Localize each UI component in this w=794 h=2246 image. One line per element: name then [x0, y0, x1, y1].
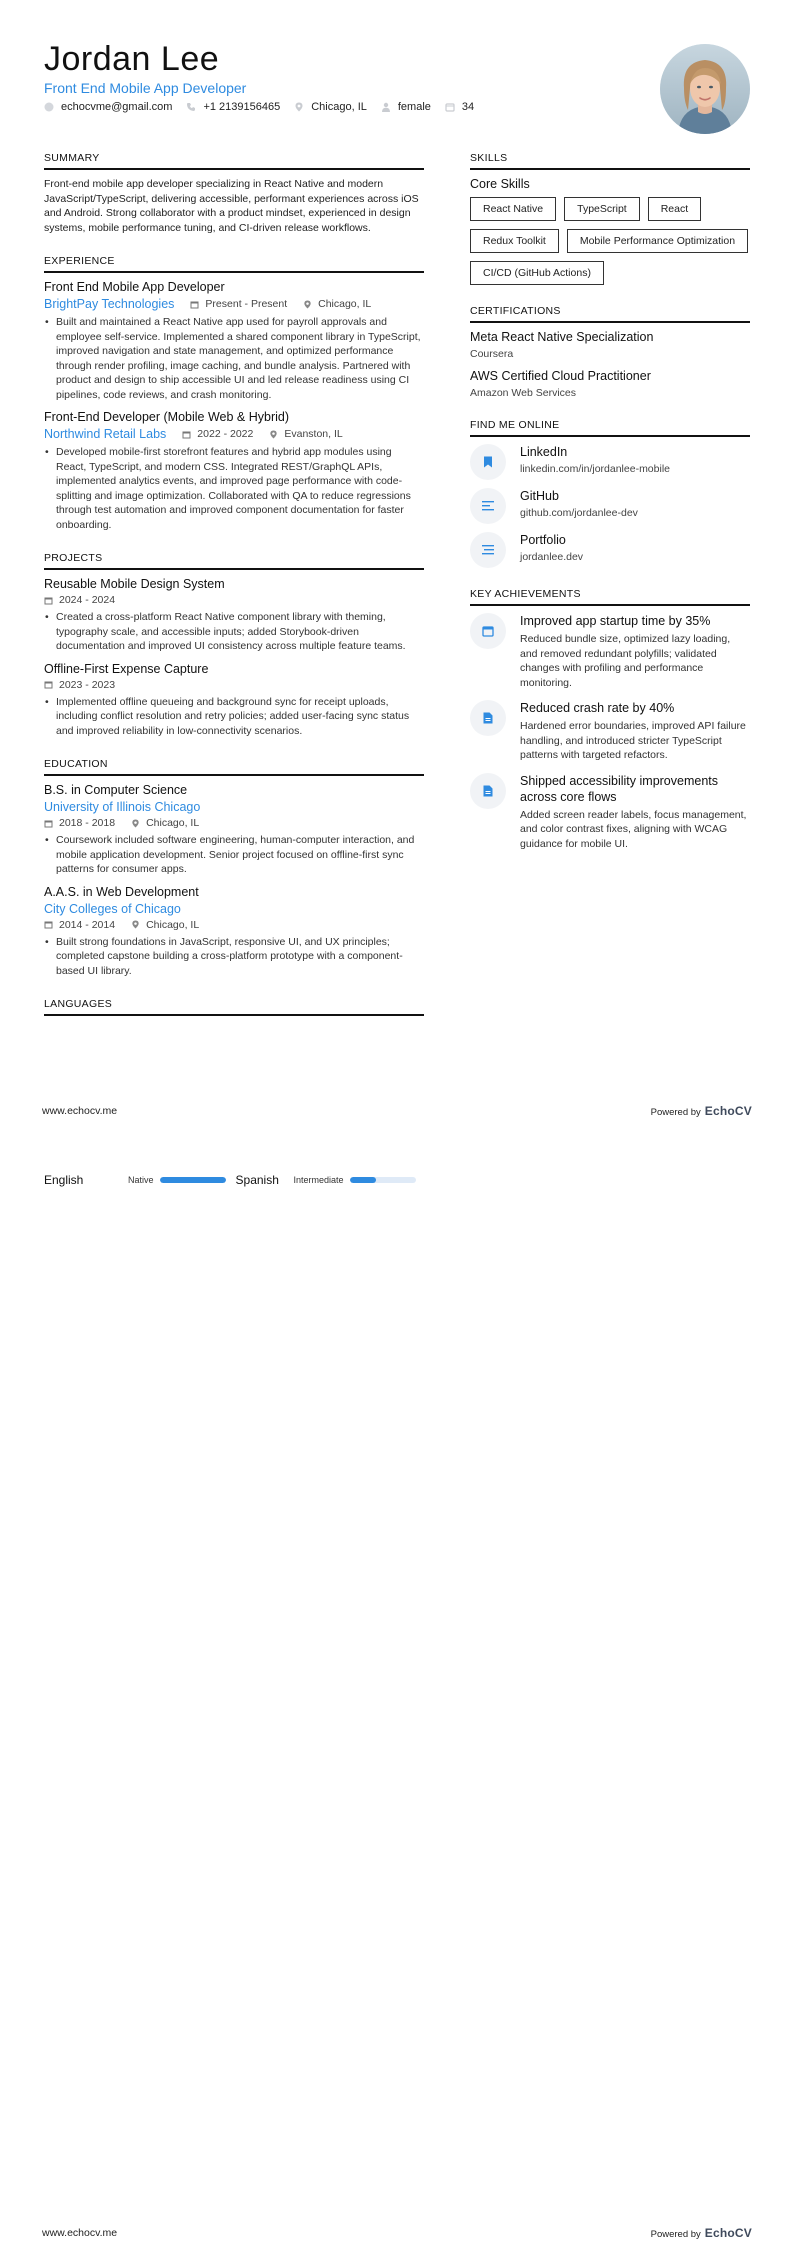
experience-meta	[44, 297, 424, 311]
project-dates	[44, 679, 115, 691]
summary-section	[44, 152, 424, 235]
right-column	[470, 152, 750, 871]
projects-heading: PROJECTS	[44, 552, 424, 570]
certification-name: AWS Certified Cloud Practitioner	[470, 369, 651, 383]
lines-icon	[470, 532, 506, 568]
location-icon	[294, 102, 304, 112]
phone-icon	[186, 102, 196, 112]
certification-issuer: Amazon Web Services	[470, 387, 577, 399]
education-dates	[44, 919, 115, 931]
skill-tags	[470, 197, 750, 285]
education-meta	[44, 817, 424, 829]
avatar	[660, 44, 750, 134]
certifications-heading: CERTIFICATIONS	[470, 305, 750, 323]
summary-text: Front-end mobile app developer specializing in React Native and modern JavaScript/TypeScript, delivering accessible, performant experiences across iOS and Android. Strong collaborator with a product mindset, experienced in design systems, mobile performance tuning, and CI-driven release workflows.	[44, 178, 419, 234]
education-bullet-text: Built strong foundations in JavaScript, responsive UI, and UX principles; completed capstone building a cross-platform prototype with a component-based UI library.	[56, 935, 403, 977]
online-section	[470, 419, 750, 568]
education-location-value: Chicago, IL	[146, 918, 200, 931]
education-location-value: Chicago, IL	[146, 817, 200, 829]
certifications-section	[470, 305, 750, 399]
contact-location	[294, 101, 367, 113]
experience-section	[44, 255, 424, 532]
skill-tag: Redux Toolkit	[470, 229, 559, 253]
footer-url[interactable]: www.echocv.me	[42, 1105, 118, 1117]
education-location	[131, 919, 199, 931]
left-column	[44, 152, 424, 1036]
calendar-icon	[470, 613, 506, 649]
experience-dates	[182, 428, 253, 440]
contact-phone-value: +1 2139156465	[203, 101, 281, 113]
skill-tag: React Native	[470, 197, 556, 221]
project-entry	[44, 662, 424, 739]
education-entry	[44, 783, 424, 877]
experience-bullet-text: Developed mobile-first storefront features and hybrid app modules using React, TypeScript, and modern CSS. Integrated REST/GraphQL APIs, implemented analytics events, and improved page performance with code-splitting and image optimization. Collaborated with QA to reduce regressions through test automation and improved component documentation for faster onboarding.	[56, 446, 411, 531]
project-title: Offline-First Expense Capture	[44, 661, 209, 676]
language-proficiency-fill	[160, 1177, 226, 1183]
online-url[interactable]: linkedin.com/in/jordanlee-mobile	[520, 463, 670, 475]
languages-heading: LANGUAGES	[44, 998, 424, 1016]
calendar-icon	[182, 430, 191, 439]
calendar-icon	[44, 819, 53, 828]
contact-age	[445, 101, 474, 113]
online-link-portfolio[interactable]	[470, 532, 750, 568]
contact-gender-value: female	[397, 101, 431, 113]
person-icon	[381, 102, 391, 112]
contact-bar	[44, 101, 488, 113]
experience-dates-value: Present - Present	[205, 298, 288, 310]
experience-dates	[190, 298, 287, 310]
online-link-linkedin[interactable]	[470, 444, 750, 480]
project-dates	[44, 594, 115, 606]
experience-title: Front-End Developer (Mobile Web & Hybrid)	[44, 410, 290, 424]
contact-phone[interactable]	[186, 101, 280, 113]
experience-dates-value: 2022 - 2022	[197, 428, 254, 440]
candidate-name: Jordan Lee	[44, 40, 220, 78]
location-icon	[303, 300, 312, 309]
project-title: Reusable Mobile Design System	[44, 577, 225, 591]
language-name: English	[44, 1173, 84, 1187]
experience-location	[269, 428, 342, 440]
education-section	[44, 758, 424, 978]
contact-age-value: 34	[461, 101, 475, 113]
powered-by-label: Powered by	[650, 1107, 701, 1118]
achievement-title: Reduced crash rate by 40%	[520, 701, 675, 715]
experience-entry	[44, 280, 424, 402]
online-url[interactable]: github.com/jordanlee-dev	[520, 507, 638, 519]
project-bullet: • Created a cross-platform React Native component library with theming, typography scale, and accessible inputs; added Storybook-driven documentation and improved UI consistency across multiple feature teams.	[44, 610, 424, 654]
contact-location-value: Chicago, IL	[311, 101, 367, 113]
experience-entry	[44, 410, 424, 532]
language-proficiency-bar	[160, 1177, 226, 1183]
online-label: Portfolio	[520, 533, 566, 547]
education-degree: A.A.S. in Web Development	[44, 884, 199, 899]
certification-issuer: Coursera	[470, 348, 514, 360]
calendar-icon	[44, 596, 53, 605]
online-label: LinkedIn	[520, 445, 568, 459]
language-name: Spanish	[235, 1173, 279, 1187]
email-icon	[44, 102, 54, 112]
skill-group-title: Core Skills	[470, 177, 530, 191]
footer-powered	[651, 1104, 752, 1118]
education-bullet-text: Coursework included software engineering, human-computer interaction, and mobile application development. Senior project focused on offline-first sync patterns for consumer apps.	[56, 834, 415, 875]
footer-powered	[651, 2226, 752, 2240]
education-heading: EDUCATION	[44, 758, 424, 776]
language-item	[44, 1173, 226, 1187]
summary-heading: SUMMARY	[44, 152, 424, 170]
project-meta	[44, 679, 424, 691]
language-level: Intermediate	[293, 1175, 344, 1185]
page-footer	[42, 1104, 752, 1118]
lines-icon	[470, 488, 506, 524]
education-degree: B.S. in Computer Science	[44, 783, 188, 797]
achievement-description: Hardened error boundaries, improved API failure handling, and introduced stricter TypeScript patterns with targeted refactors.	[520, 720, 746, 761]
calendar-icon	[190, 300, 199, 309]
experience-meta	[44, 427, 424, 441]
page-footer	[42, 2226, 752, 2240]
brand-logo[interactable]: EchoCV	[704, 1104, 752, 1118]
online-url[interactable]: jordanlee.dev	[520, 551, 584, 563]
project-dates-value: 2023 - 2023	[59, 678, 116, 691]
contact-email-value: echocvme@gmail.com	[61, 101, 173, 113]
language-proficiency-fill	[350, 1177, 376, 1183]
project-dates-value: 2024 - 2024	[59, 594, 116, 606]
education-dates-value: 2014 - 2014	[59, 918, 116, 931]
powered-by-label: Powered by	[650, 2229, 701, 2240]
experience-title: Front End Mobile App Developer	[44, 280, 225, 294]
skill-tag: React	[648, 197, 701, 221]
project-bullet-text: Created a cross-platform React Native component library with theming, typography scale, and accessible inputs; added Storybook-driven documentation and improved UI consistency across multiple feature teams.	[56, 611, 406, 652]
skill-tag: CI/CD (GitHub Actions)	[470, 261, 604, 285]
job-title: Front End Mobile App Developer	[44, 80, 247, 96]
language-level: Native	[128, 1175, 154, 1185]
contact-gender	[381, 101, 431, 113]
education-meta	[44, 919, 424, 931]
achievement-item	[470, 700, 750, 763]
experience-company: BrightPay Technologies	[44, 297, 175, 311]
experience-heading: EXPERIENCE	[44, 255, 424, 273]
experience-bullet: • Developed mobile-first storefront features and hybrid app modules using React, TypeScript, and modern CSS. Integrated REST/GraphQL APIs, implemented analytics events, and improved page performance with code-splitting and image optimization. Collaborated with QA to reduce regressions through test automation and improved component documentation for faster onboarding.	[44, 445, 424, 532]
avatar-portrait	[660, 44, 750, 134]
achievements-heading: KEY ACHIEVEMENTS	[470, 588, 750, 606]
experience-location	[303, 298, 371, 310]
education-entry	[44, 885, 424, 979]
languages-list	[44, 1173, 429, 1187]
location-icon	[269, 430, 278, 439]
location-icon	[131, 920, 140, 929]
languages-section	[44, 998, 424, 1016]
brand-logo[interactable]: EchoCV	[704, 2226, 752, 2240]
certification-name: Meta React Native Specialization	[470, 330, 654, 344]
calendar-icon	[44, 680, 53, 689]
achievements-section	[470, 588, 750, 851]
project-entry	[44, 577, 424, 654]
education-school: City Colleges of Chicago	[44, 901, 181, 916]
project-bullet-text: Implemented offline queueing and background sync for receipt uploads, including conflict resolution and retry policies; added user-facing sync status and improved reliability in low-connectivity scenarios.	[56, 695, 410, 737]
skills-section	[470, 152, 750, 285]
education-bullet: • Coursework included software engineering, human-computer interaction, and mobile application development. Senior project focused on offline-first sync patterns for consumer apps.	[44, 833, 424, 877]
footer-url[interactable]: www.echocv.me	[42, 2227, 118, 2239]
online-link-github[interactable]	[470, 488, 750, 524]
skill-tag: Mobile Performance Optimization	[567, 229, 748, 253]
bookmark-icon	[470, 444, 506, 480]
experience-location-value: Chicago, IL	[318, 298, 372, 310]
education-dates-value: 2018 - 2018	[59, 817, 116, 829]
achievement-item	[470, 773, 750, 852]
education-school: University of Illinois Chicago	[44, 800, 201, 814]
education-bullet: • Built strong foundations in JavaScript, responsive UI, and UX principles; completed capstone building a cross-platform prototype with a component-based UI library.	[44, 935, 424, 979]
achievement-item	[470, 613, 750, 690]
skills-heading: SKILLS	[470, 152, 750, 170]
online-label: GitHub	[520, 489, 559, 503]
experience-company: Northwind Retail Labs	[44, 427, 167, 441]
calendar-icon	[445, 102, 455, 112]
experience-bullet-text: Built and maintained a React Native app used for payroll approvals and employee self-service. Implemented a shared component library in TypeScript, improved navigation and state management, and optimized performance through render profiling, image caching, and bundle analysis. Partnered with product and design to ship accessible UI and led release readiness using CI pipelines, code reviews, and crash monitoring.	[56, 316, 421, 401]
document-icon	[470, 700, 506, 736]
projects-section	[44, 552, 424, 738]
education-location	[131, 817, 199, 829]
achievement-description: Added screen reader labels, focus management, and color contrast fixes, aligning with WCAG guidance for mobile UI.	[520, 808, 747, 850]
location-icon	[131, 819, 140, 828]
project-bullet: • Implemented offline queueing and background sync for receipt uploads, including conflict resolution and retry policies; added user-facing sync status and improved reliability in low-connectivity scenarios.	[44, 695, 424, 739]
achievement-title: Shipped accessibility improvements across core flows	[520, 773, 719, 804]
calendar-icon	[44, 920, 53, 929]
contact-email[interactable]	[44, 101, 172, 113]
project-meta	[44, 594, 424, 606]
skill-tag: TypeScript	[564, 197, 640, 221]
experience-bullet: • Built and maintained a React Native app used for payroll approvals and employee self-service. Implemented a shared component library in TypeScript, improved navigation and state management, and optimized performance through render profiling, image caching, and bundle analysis. Partnered with product and design to ship accessible UI and led release readiness using CI pipelines, code reviews, and crash monitoring.	[44, 315, 424, 402]
online-heading: FIND ME ONLINE	[470, 419, 750, 437]
achievement-description: Reduced bundle size, optimized lazy loading, and removed redundant polyfills; validated changes with profiling and performance monitoring.	[520, 633, 731, 689]
document-icon	[470, 773, 506, 809]
achievement-title: Improved app startup time by 35%	[520, 614, 711, 628]
language-item	[236, 1173, 416, 1187]
education-dates	[44, 817, 115, 829]
experience-location-value: Evanston, IL	[284, 428, 343, 440]
language-proficiency-bar	[350, 1177, 416, 1183]
